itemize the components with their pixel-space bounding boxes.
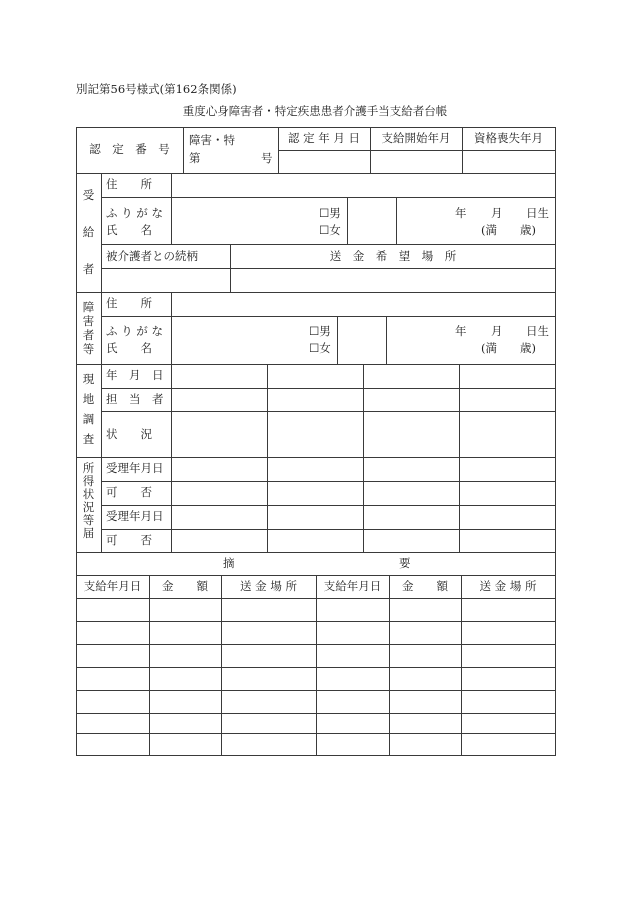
- summary-col-date-2: 支給年月日: [323, 579, 382, 593]
- disability-type-label: 障害・特: [189, 133, 235, 147]
- vlabel-char: 届: [82, 526, 95, 540]
- loss-date-label: 資格喪失年月: [474, 131, 543, 145]
- recipient-furigana-label: ふ り が な: [106, 206, 163, 220]
- disabled-name-label: 氏 名: [106, 341, 152, 355]
- vlabel-char: 等: [82, 513, 95, 527]
- disabled-female-checkbox[interactable]: ☐女: [309, 341, 331, 355]
- vlabel-char: 状: [82, 487, 95, 501]
- vlabel-char: 者: [82, 262, 95, 276]
- survey-staff-label: 担 当 者: [106, 392, 164, 406]
- disabled-birth-year: 年: [455, 324, 467, 338]
- remit-place-label: 送 金 希 望 場 所: [329, 249, 457, 263]
- survey-date-label: 年 月 日: [106, 368, 164, 382]
- vlabel-char: 況: [82, 500, 95, 514]
- disabled-male-checkbox[interactable]: ☐男: [309, 324, 331, 338]
- recipient-female-checkbox[interactable]: ☐女: [319, 223, 341, 237]
- summary-col-amount-2: 金 額: [402, 579, 448, 593]
- vlabel-char: 調: [82, 412, 95, 426]
- recipient-male-checkbox[interactable]: ☐男: [319, 206, 341, 220]
- summary-label-b: 要: [399, 556, 411, 570]
- survey-status-label: 状 況: [106, 427, 152, 441]
- form-title: 重度心身障害者・特定疾患患者介護手当支給者台帳: [182, 104, 448, 118]
- disabled-birth-month: 月: [491, 324, 503, 338]
- disabled-address-label: 住 所: [106, 296, 152, 310]
- recipient-age: (満 歳): [481, 223, 536, 237]
- vlabel-char: 査: [82, 432, 95, 446]
- disabled-age: (満 歳): [481, 341, 536, 355]
- vlabel-char: 地: [82, 392, 95, 406]
- disability-no-suffix: 号: [261, 151, 273, 165]
- vlabel-char: 者: [82, 328, 95, 342]
- recipient-name-label: 氏 名: [106, 223, 152, 237]
- summary-col-date: 支給年月日: [83, 579, 142, 593]
- cert-date-label: 認 定 年 月 日: [287, 131, 361, 145]
- disability-no-prefix: 第: [189, 151, 201, 165]
- disabled-birth-day: 日生: [526, 324, 549, 338]
- vlabel-char: 現: [82, 372, 95, 386]
- relation-label: 被介護者との続柄: [106, 249, 198, 263]
- summary-col-amount: 金 額: [162, 579, 208, 593]
- recipient-birth-month: 月: [491, 206, 503, 220]
- income-approval-2: 可 否: [106, 533, 152, 547]
- income-receipt-date-2: 受理年月日: [106, 509, 164, 523]
- payment-start-label: 支給開始年月: [381, 131, 451, 145]
- recipient-birth-day: 日生: [526, 206, 549, 220]
- recipient-address-label: 住 所: [106, 177, 152, 191]
- disabled-furigana-label: ふ り が な: [106, 324, 163, 338]
- form-reference: 別記第56号様式(第162条関係): [76, 82, 237, 96]
- recipient-birth-year: 年: [455, 206, 467, 220]
- vlabel-char: 害: [82, 314, 95, 328]
- income-approval-1: 可 否: [106, 485, 152, 499]
- vlabel-char: 給: [82, 225, 95, 239]
- income-receipt-date-1: 受理年月日: [106, 461, 164, 475]
- cert-number-label: 認 定 番 号: [89, 142, 170, 156]
- vlabel-char: 所: [82, 461, 95, 475]
- summary-label-a: 摘: [223, 556, 235, 570]
- summary-col-place: 送 金 場 所: [240, 579, 297, 593]
- summary-col-place-2: 送 金 場 所: [479, 579, 537, 593]
- vlabel-char: 受: [82, 188, 95, 202]
- vlabel-char: 得: [82, 474, 95, 488]
- vlabel-char: 等: [82, 342, 95, 356]
- vlabel-char: 障: [82, 300, 95, 314]
